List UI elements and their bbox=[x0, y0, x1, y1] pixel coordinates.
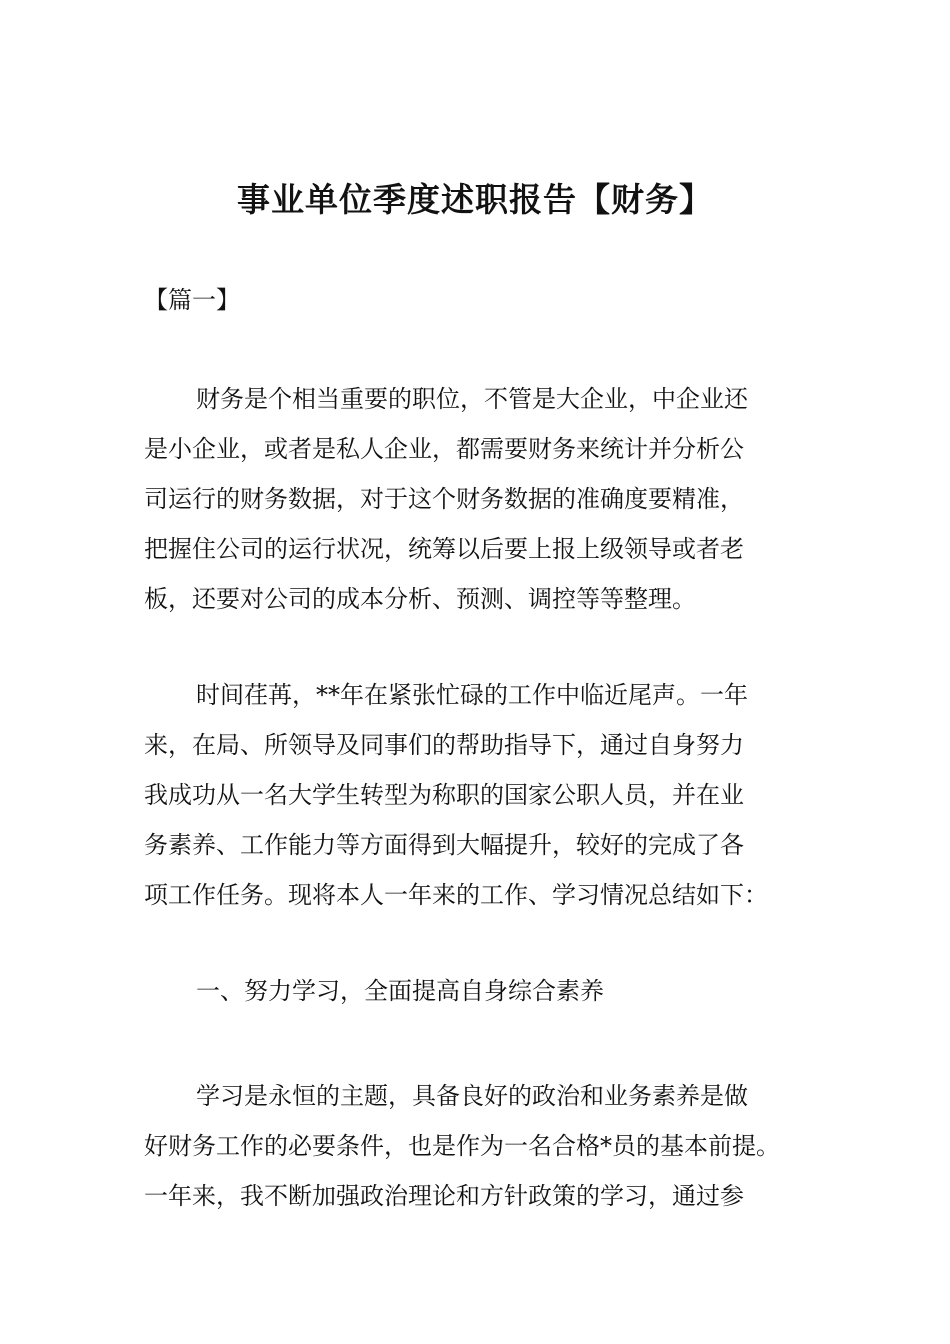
paragraph-line: 学习是永恒的主题，具备良好的政治和业务素养是做 bbox=[196, 1082, 748, 1110]
document-title: 事业单位季度述职报告【财务】 bbox=[237, 180, 713, 219]
paragraph-3 bbox=[144, 1071, 824, 1221]
paragraph-line: 来，在局、所领导及同事们的帮助指导下，通过自身努力 bbox=[144, 731, 744, 759]
paragraph-line: 一年来，我不断加强政治理论和方针政策的学习，通过参 bbox=[144, 1182, 744, 1210]
paragraph-2 bbox=[144, 670, 824, 920]
paragraph-line: 财务是个相当重要的职位，不管是大企业，中企业还 bbox=[196, 385, 748, 413]
paragraph-line: 板，还要对公司的成本分析、预测、调控等等整理。 bbox=[144, 585, 696, 613]
paragraph-line: 项工作任务。现将本人一年来的工作、学习情况总结如下： bbox=[144, 881, 768, 909]
paragraph-line: 把握住公司的运行状况，统筹以后要上报上级领导或者老 bbox=[144, 535, 744, 563]
paragraph-line: 时间荏苒，**年在紧张忙碌的工作中临近尾声。一年 bbox=[196, 681, 748, 709]
paragraph-1 bbox=[144, 374, 824, 624]
section-heading-text: 一、努力学习，全面提高自身综合素养 bbox=[196, 977, 604, 1005]
paragraph-line: 我成功从一名大学生转型为称职的国家公职人员，并在业 bbox=[144, 781, 744, 809]
section-heading bbox=[144, 966, 824, 1016]
section-label: 【篇一】 bbox=[144, 286, 240, 314]
paragraph-line: 务素养、工作能力等方面得到大幅提升，较好的完成了各 bbox=[144, 831, 744, 859]
paragraph-line: 是小企业，或者是私人企业，都需要财务来统计并分析公 bbox=[144, 435, 744, 463]
paragraph-line: 司运行的财务数据，对于这个财务数据的准确度要精准， bbox=[144, 485, 744, 513]
paragraph-line: 好财务工作的必要条件，也是作为一名合格*员的基本前提。 bbox=[144, 1132, 780, 1160]
